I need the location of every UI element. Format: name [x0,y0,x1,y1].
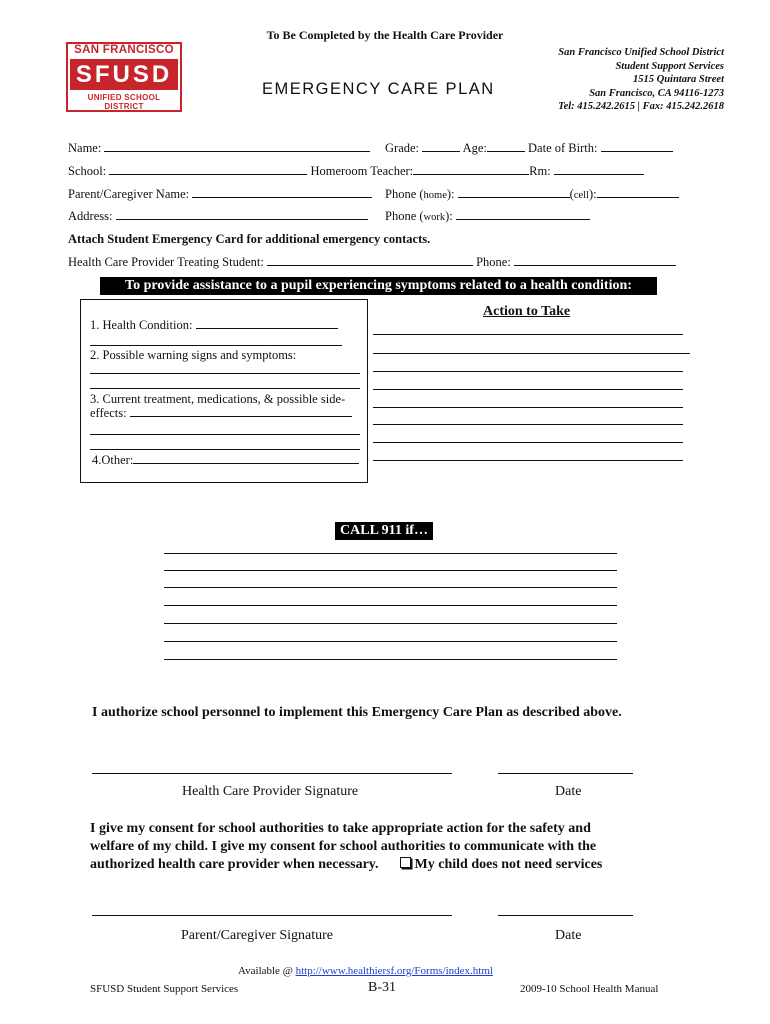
phone-home-line[interactable] [458,187,570,198]
sfusd-logo [66,42,182,112]
district-line: Tel: 415.242.2615 | Fax: 415.242.2618 [558,101,724,112]
top-note: To Be Completed by the Health Care Provider [266,28,504,42]
phone-work-line[interactable] [456,209,590,220]
logo-line-1: SAN FRANCISCO [74,44,174,56]
name-field[interactable] [68,141,370,156]
grade-age-dob-field[interactable] [385,141,673,156]
no-services-checkbox[interactable] [400,857,411,868]
parent-label: Parent/Caregiver Name: [68,187,190,201]
dob-line[interactable] [601,141,673,152]
parent-signature-label: Parent/Caregiver Signature [181,928,334,943]
address-label: Address: [68,209,113,223]
provider-field[interactable] [68,255,676,270]
consent-line-1: I give my consent for school authorities to take appropriate action for the safety and [90,821,591,836]
district-line: Student Support Services [615,60,724,72]
footer-right: 2009-10 School Health Manual [520,983,659,995]
call-911-line[interactable] [164,623,617,624]
action-line[interactable] [373,353,690,354]
treatment-line[interactable] [90,449,360,450]
cell-label: cell [573,190,589,201]
health-condition-line-2[interactable] [90,345,342,346]
parent-line[interactable] [192,187,372,198]
provider-date-line[interactable] [498,773,633,774]
forms-link[interactable]: http://www.healthiersf.org/Forms/index.html [295,965,493,977]
available-label: Available @ [238,965,296,977]
other-line[interactable] [133,453,359,464]
no-services-label: My child does not need services [414,857,603,872]
name-label: Name: [68,141,102,155]
treatment-field[interactable] [90,406,352,421]
action-line[interactable] [373,389,683,390]
logo-line-3: UNIFIED SCHOOL DISTRICT [87,93,161,111]
provider-phone-line[interactable] [514,255,676,266]
phone-label: Phone ( [385,187,424,201]
call-911-line[interactable] [164,659,617,660]
provider-date-label: Date [555,784,582,799]
address-line[interactable] [116,209,368,220]
call-911-heading: CALL 911 if… [335,522,433,540]
grade-line[interactable] [422,141,460,152]
footer-left: SFUSD Student Support Services [90,983,239,995]
provider-signature-line[interactable] [92,773,452,774]
action-line[interactable] [373,371,683,372]
consent-line-2: welfare of my child. I give my consent for school authorities to communicate with the [90,839,597,854]
district-line: San Francisco, CA 94116-1273 [589,87,724,99]
health-condition-field[interactable] [90,318,338,333]
consent-line-3-text: authorized health care provider when necessary. [90,857,379,872]
phone-work-close: ): [445,209,453,223]
health-condition-label: 1. Health Condition: [90,318,193,332]
address-field[interactable] [68,209,368,224]
treatment-line[interactable] [90,434,360,435]
warning-line[interactable] [90,373,360,374]
condition-box-divider [367,299,368,482]
action-line[interactable] [373,424,683,425]
parent-signature-line[interactable] [92,915,452,916]
footer-available [238,965,493,977]
section-banner: To provide assistance to a pupil experiencing symptoms related to a health condition: [100,277,657,295]
phone-label-close: ): [446,187,455,201]
home-label: home [423,190,447,201]
parent-date-line[interactable] [498,915,633,916]
district-address [558,46,724,114]
school-label: School: [68,164,107,178]
action-line[interactable] [373,460,683,461]
provider-signature-label: Health Care Provider Signature [182,784,359,799]
health-condition-line[interactable] [196,318,338,329]
homeroom-line[interactable] [413,164,529,175]
phone-home-cell-field[interactable] [385,187,679,202]
cell-close: ): [588,187,597,201]
call-911-line[interactable] [164,570,617,571]
treatment-label-2: effects: [90,406,127,420]
form-title: EMERGENCY CARE PLAN [262,80,495,98]
phone-work-field[interactable] [385,209,590,224]
rm-line[interactable] [554,164,644,175]
consent-line-3 [90,856,670,874]
authorization-statement: I authorize school personnel to implement this Emergency Care Plan as described above. [92,705,622,720]
provider-line[interactable] [267,255,473,266]
school-line[interactable] [109,164,307,175]
rm-label: Rm: [529,164,551,178]
call-911-line[interactable] [164,553,617,554]
parent-date-label: Date [555,928,582,943]
phone-work-label: Phone ( [385,209,424,223]
dob-label: Date of Birth: [528,141,598,155]
parent-field[interactable] [68,187,372,202]
attach-note: Attach Student Emergency Card for additional emergency contacts. [68,232,431,246]
work-label: work [423,212,446,223]
warning-signs-label: 2. Possible warning signs and symptoms: [90,348,297,362]
treatment-label: 3. Current treatment, medications, & possible side- [90,392,346,406]
warning-line[interactable] [90,388,360,389]
school-field[interactable] [68,164,644,179]
age-line[interactable] [487,141,525,152]
call-911-line[interactable] [164,605,617,606]
call-911-line[interactable] [164,587,617,588]
homeroom-label: Homeroom Teacher: [310,164,414,178]
cell-open: ( [569,187,574,201]
provider-label: Health Care Provider Treating Student: [68,255,264,269]
action-line[interactable] [373,442,683,443]
logo-line-2: SFUSD [70,59,178,90]
other-label: 4.Other: [92,453,134,467]
grade-label: Grade: [385,141,420,155]
district-line: San Francisco Unified School District [558,47,724,58]
other-field[interactable] [92,453,359,468]
phone-cell-line[interactable] [597,187,679,198]
name-line[interactable] [104,141,370,152]
page-number: B-31 [368,980,396,995]
action-to-take-heading: Action to Take [483,304,571,319]
action-line[interactable] [373,334,683,335]
district-line: 1515 Quintara Street [632,74,724,85]
action-line[interactable] [373,407,683,408]
age-label: Age: [462,141,487,155]
provider-phone-label: Phone: [476,255,511,269]
consent-statement [90,820,670,874]
treatment-line[interactable] [130,406,352,417]
call-911-line[interactable] [164,641,617,642]
